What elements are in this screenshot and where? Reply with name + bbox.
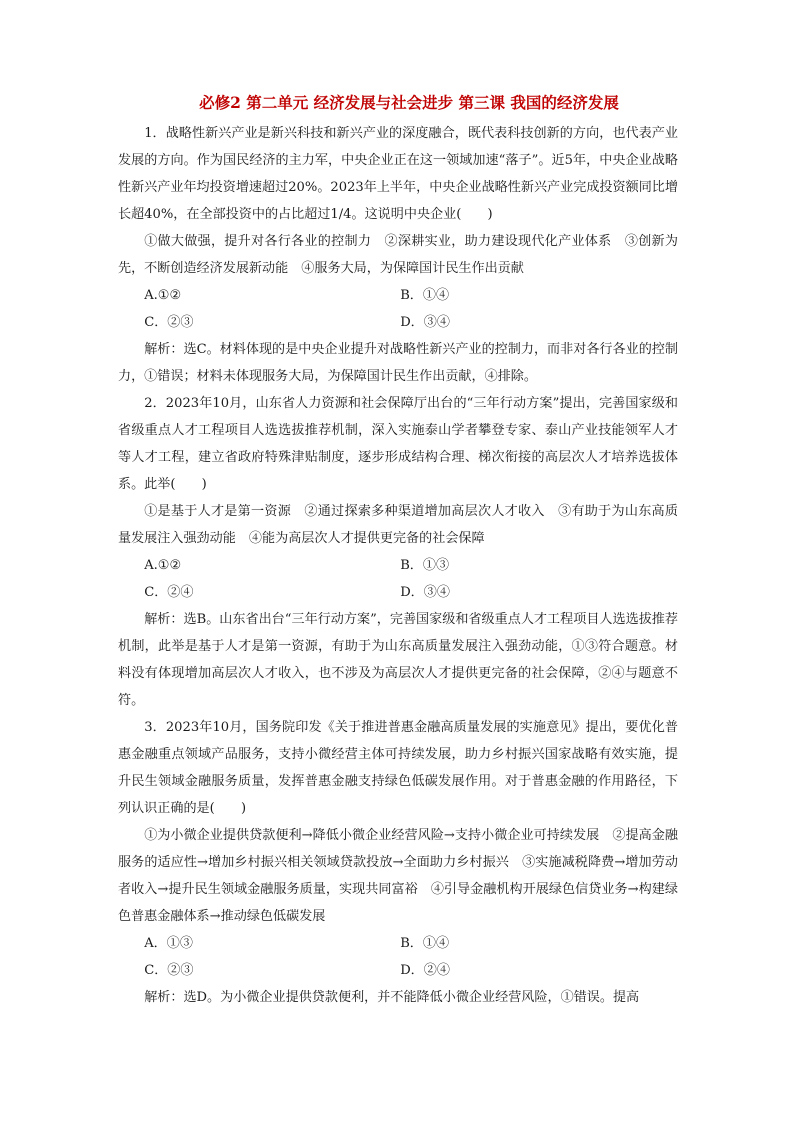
question-stem: 2．2023年10月，山东省人力资源和社会保障厅出台的“三年行动方案”提出，完善国家级和省级重点人才工程项目人选选拔推荐机制，深入实施泰山学者攀登专家、泰山产业技能领军人才等人才工程，建立省政府特殊津贴制度，逐步形成结构合理、梯次衔接的高层次人才培养选拔体系。此举( ): [118, 396, 678, 492]
question-analysis: 解析：选B。山东省出台“三年行动方案”，完善国家级和省级重点人才工程项目人选选拔推荐机制，此举是基于人才是第一资源，有助于为山东高质量发展注入强劲动能，①③符合题意。材料没有体现增加高层次人才收入，也不涉及为高层次人才提供更完备的社会保障，②④与题意不符。: [118, 612, 678, 708]
page-title: 必修2 第二单元 经济发展与社会进步 第三课 我国的经济发展: [199, 93, 619, 112]
option-a: A.①②: [144, 288, 182, 303]
question-items: ①为小微企业提供贷款便利→降低小微企业经营风险→支持小微企业可持续发展 ②提高金融服务的适应性→增加乡村振兴相关领域贷款投放→全面助力乡村振兴 ③实施减税降费→增加劳动者收入→提升民生领域金融服务质量，实现共同富裕 ④引导金融机构开展绿色信贷业务→构建绿色普惠金融体系→推动绿色低碳发展: [118, 828, 678, 924]
question-3: [118, 714, 678, 1011]
question-stem: 1．战略性新兴产业是新兴科技和新兴产业的深度融合，既代表科技创新的方向，也代表产业发展的方向。作为国民经济的主力军，中央企业正在这一领域加速“落子”。近5年，中央企业战略性新兴产业年均投资增速超过20%。2023年上半年，中央企业战略性新兴产业完成投资额同比增长超40%，在全部投资中的占比超过1/4。这说明中央企业( ): [118, 126, 678, 222]
question-analysis: 解析：选D。为小微企业提供贷款便利，并不能降低小微企业经营风险，①错误。提高: [144, 990, 640, 1005]
question-2: [118, 390, 678, 714]
option-d: D．③④: [400, 585, 450, 600]
option-c: C．②④: [144, 585, 194, 600]
question-items: ①是基于人才是第一资源 ②通过探索多种渠道增加高层次人才收入 ③有助于为山东高质量发展注入强劲动能 ④能为高层次人才提供更完备的社会保障: [118, 504, 678, 546]
document-page: [118, 92, 678, 1011]
question-1: [118, 120, 678, 390]
answer-options: [118, 930, 678, 984]
option-a: A.①②: [144, 558, 182, 573]
option-a: A．①③: [144, 936, 193, 951]
answer-options: [118, 552, 678, 606]
option-d: D．③④: [400, 315, 450, 330]
option-d: D．②④: [400, 963, 450, 978]
option-b: B．①④: [400, 288, 450, 303]
option-b: B．①④: [400, 936, 450, 951]
question-stem: 3．2023年10月，国务院印发《关于推进普惠金融高质量发展的实施意见》提出，要优化普惠金融重点领域产品服务，支持小微经营主体可持续发展，助力乡村振兴国家战略有效实施，提升民生领域金融服务质量，发挥普惠金融支持绿色低碳发展作用。对于普惠金融的作用路径，下列认识正确的是( ): [118, 720, 678, 816]
option-c: C．②③: [144, 315, 194, 330]
option-c: C．②③: [144, 963, 194, 978]
option-b: B．①③: [400, 558, 450, 573]
answer-options: [118, 282, 678, 336]
question-analysis: 解析：选C。材料体现的是中央企业提升对战略性新兴产业的控制力，而非对各行各业的控制力，①错误；材料未体现服务大局，为保障国计民生作出贡献，④排除。: [118, 342, 678, 384]
question-items: ①做大做强，提升对各行各业的控制力 ②深耕实业，助力建设现代化产业体系 ③创新为先，不断创造经济发展新动能 ④服务大局，为保障国计民生作出贡献: [118, 234, 678, 276]
